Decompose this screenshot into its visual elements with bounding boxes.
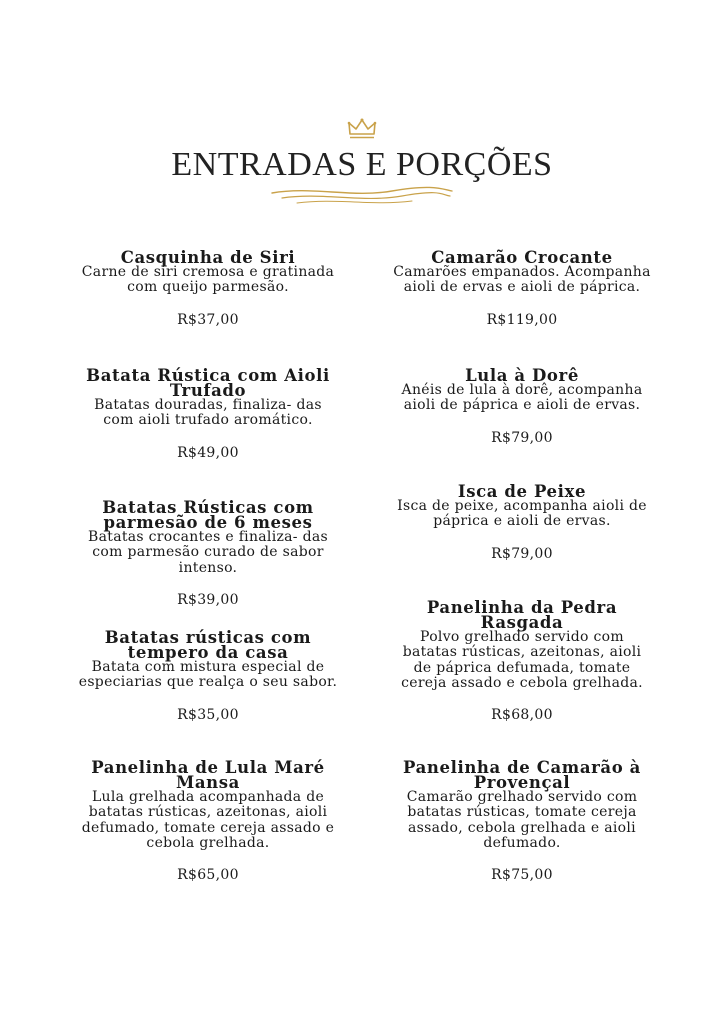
item-name: Batatas Rústicas com parmesão de 6 meses — [102, 498, 314, 532]
item-price: R$35,00 — [177, 706, 239, 723]
item-price: R$68,00 — [491, 707, 553, 724]
wave-ornament — [262, 184, 462, 206]
page-title: ENTRADAS E PORÇÕES — [171, 146, 553, 183]
menu-item — [392, 368, 652, 446]
item-description: Carne de siri cremosa e gratinada com queijo parmesão. — [81, 264, 335, 296]
item-description: Polvo grelhado servido com batatas rústicas, azeitonas, aioli de páprica defumada, tomate cereja assado e cebola grelhada. — [401, 629, 643, 691]
item-price: R$119,00 — [486, 311, 558, 328]
item-name: Panelinha de Lula Maré Mansa — [91, 758, 325, 792]
menu-item — [78, 760, 338, 883]
menu-item — [392, 484, 652, 562]
menu-item — [392, 250, 652, 328]
item-price: R$37,00 — [177, 311, 239, 328]
item-description: Batata com mistura especial de especiarias que realça o seu sabor. — [78, 659, 338, 691]
item-price: R$39,00 — [177, 591, 239, 608]
item-price: R$79,00 — [491, 545, 553, 562]
menu-item — [78, 630, 338, 723]
item-description: Anéis de lula à dorê, acompanha aioli de páprica e aioli de ervas. — [401, 382, 643, 414]
item-description: Batatas crocantes e finaliza- das com parmesão curado de sabor intenso. — [88, 529, 328, 576]
item-description: Camarão grelhado servido com batatas rústicas, tomate cereja assado, cebola grelhada e aioli defumado. — [406, 789, 638, 851]
section-header — [0, 118, 724, 206]
menu-item — [78, 368, 338, 461]
menu-item — [392, 600, 652, 723]
item-price: R$79,00 — [491, 429, 553, 446]
item-price: R$49,00 — [177, 444, 239, 461]
item-name: Casquinha de Siri — [120, 248, 296, 267]
menu-item — [392, 760, 652, 883]
item-description: Camarões empanados. Acompanha aioli de ervas e aioli de páprica. — [393, 264, 651, 296]
item-price: R$75,00 — [491, 867, 553, 884]
crown-icon — [347, 118, 377, 140]
item-price: R$65,00 — [177, 867, 239, 884]
menu-item — [78, 250, 338, 328]
item-name: Lula à Dorê — [465, 366, 579, 385]
item-description: Lula grelhada acompanhada de batatas rústicas, azeitonas, aioli defumado, tomate cereja assado e cebola grelhada. — [81, 789, 335, 851]
item-description: Batatas douradas, finaliza- das com aioli trufado aromático. — [94, 397, 322, 429]
menu-item — [78, 500, 338, 608]
item-description: Isca de peixe, acompanha aioli de páprica e aioli de ervas. — [397, 498, 647, 530]
item-name: Batatas rústicas com tempero da casa — [104, 628, 312, 662]
item-name: Panelinha da Pedra Rasgada — [426, 598, 618, 632]
item-name: Batata Rústica com Aioli Trufado — [86, 366, 330, 400]
item-name: Panelinha de Camarão à Provençal — [403, 758, 641, 792]
item-name: Isca de Peixe — [457, 482, 587, 501]
item-name: Camarão Crocante — [431, 248, 613, 267]
